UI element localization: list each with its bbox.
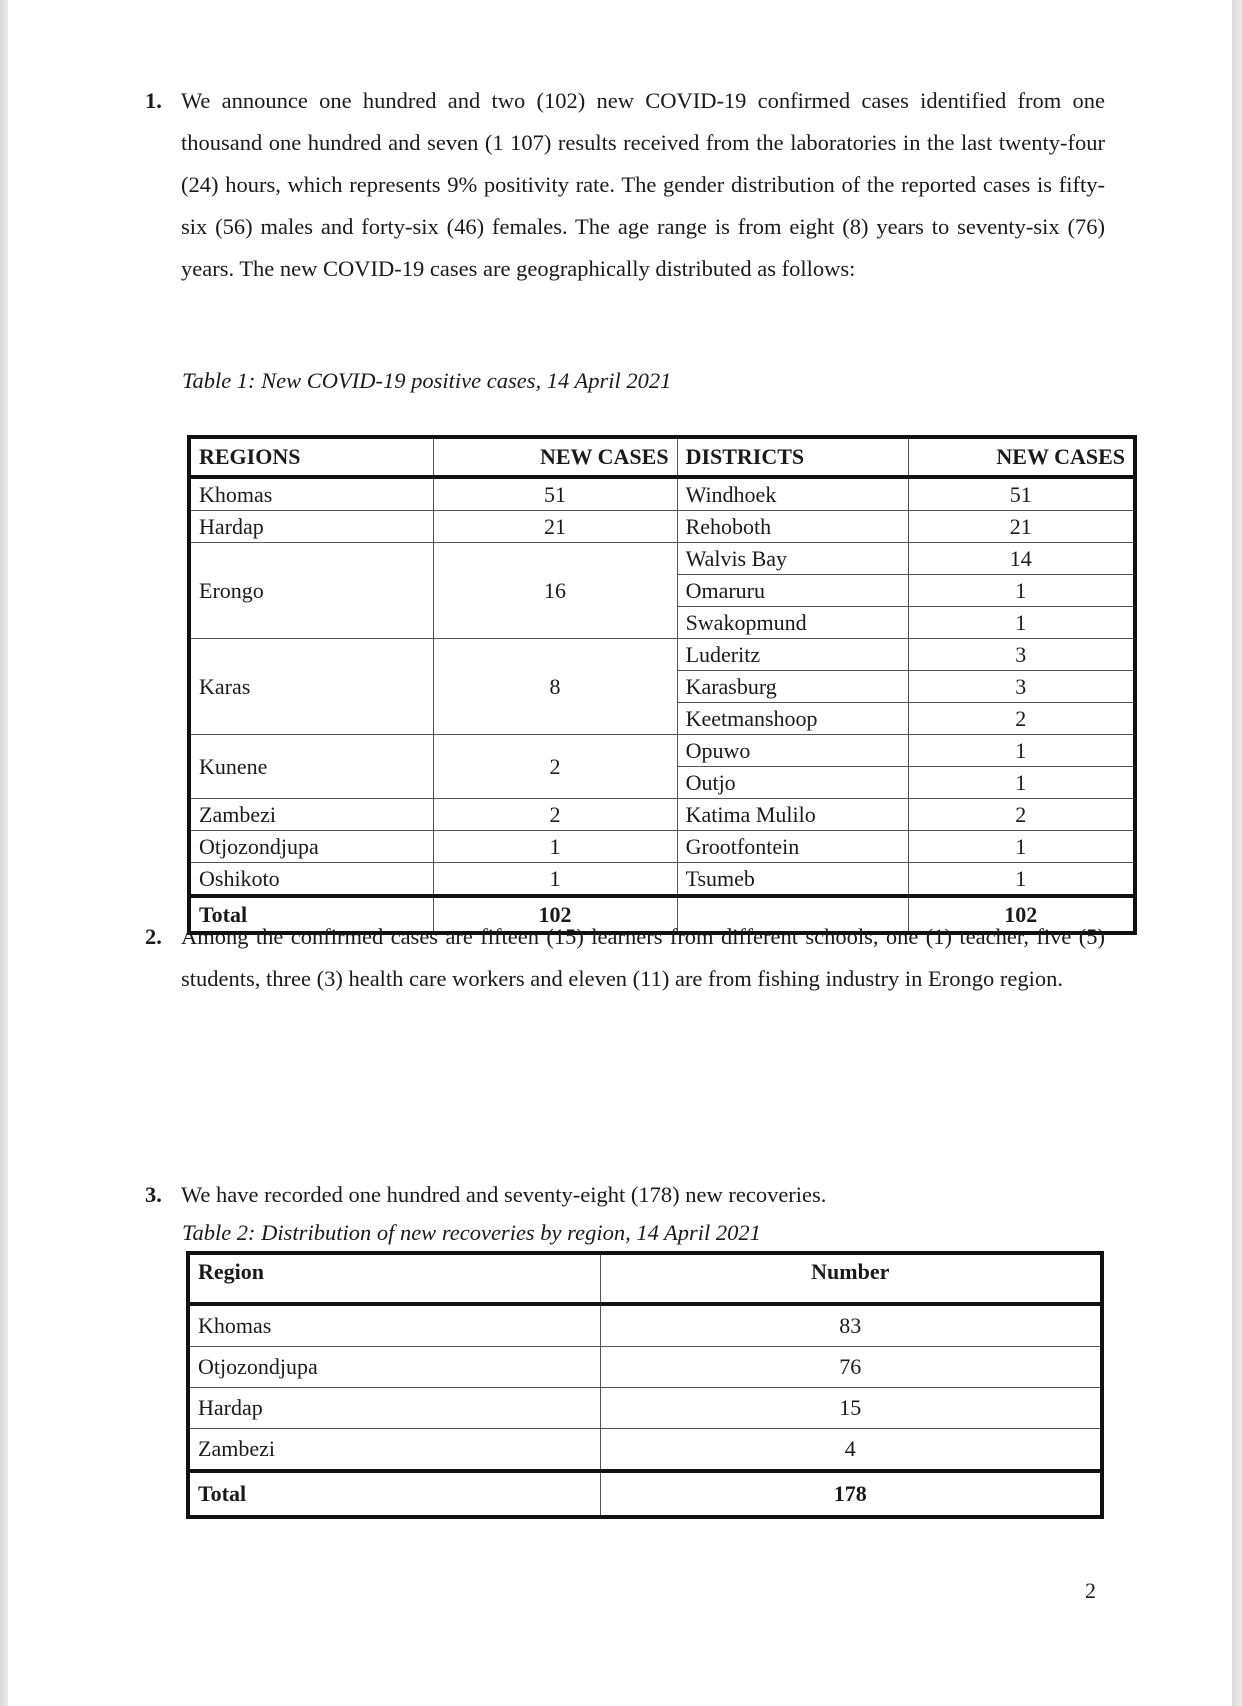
district-name: Omaruru [677, 575, 908, 607]
table-row [189, 511, 1135, 543]
page-edge-right [1232, 0, 1242, 1706]
recovery-number: 76 [600, 1347, 1102, 1388]
table-row [188, 1304, 1102, 1347]
recovery-region: Hardap [188, 1388, 600, 1429]
district-name: Windhoek [677, 477, 908, 511]
table-header-row [188, 1253, 1102, 1304]
table2-caption: Table 2: Distribution of new recoveries by region, 14 April 2021 [182, 1220, 761, 1245]
table-row [189, 735, 1135, 767]
total-label: Total [189, 896, 433, 933]
total-number: 178 [600, 1471, 1102, 1517]
recoveries-table [186, 1251, 1104, 1519]
district-name: Opuwo [677, 735, 908, 767]
paragraph-text: We have recorded one hundred and seventy-eight (178) new recoveries. [181, 1182, 827, 1207]
page-number: 2 [1085, 1578, 1096, 1603]
district-name: Luderitz [677, 639, 908, 671]
table-row [188, 1388, 1102, 1429]
region-name: Zambezi [189, 799, 433, 831]
table-row [188, 1347, 1102, 1388]
region-new-cases: 1 [433, 863, 677, 897]
district-new-cases: 3 [908, 671, 1135, 703]
region-name: Khomas [189, 477, 433, 511]
district-new-cases: 14 [908, 543, 1135, 575]
recovery-number: 15 [600, 1388, 1102, 1429]
header-number: Number [600, 1253, 1102, 1304]
paragraph-text: Among the confirmed cases are fifteen (15) learners from different schools, one (1) teacher, five (5) students, three (3) health care workers and eleven (11) are from fishing industry in Erongo region. [181, 924, 1105, 991]
region-new-cases: 8 [433, 639, 677, 735]
district-new-cases: 1 [908, 863, 1135, 897]
new-cases-table [187, 435, 1137, 935]
district-new-cases: 1 [908, 607, 1135, 639]
region-name: Karas [189, 639, 433, 735]
region-name: Oshikoto [189, 863, 433, 897]
recovery-region: Otjozondjupa [188, 1347, 600, 1388]
district-name: Grootfontein [677, 831, 908, 863]
district-new-cases: 51 [908, 477, 1135, 511]
paragraph-text: We announce one hundred and two (102) new COVID-19 confirmed cases identified from one thousand one hundred and seven (1 107) results received from the laboratories in the last twenty-four (24) hours, which represents 9% positivity rate. The gender distribution of the reported cases is fifty-six (56) males and forty-six (46) females. The age range is from eight (8) years to seventy-six (76) years. The new COVID-19 cases are geographically distributed as follows: [181, 88, 1105, 281]
district-new-cases: 2 [908, 799, 1135, 831]
table1-caption: Table 1: New COVID-19 positive cases, 14 April 2021 [182, 368, 672, 393]
recovery-region: Khomas [188, 1304, 600, 1347]
paragraph-2 [145, 916, 1105, 1000]
district-name: Karasburg [677, 671, 908, 703]
district-new-cases: 1 [908, 575, 1135, 607]
district-name: Swakopmund [677, 607, 908, 639]
district-new-cases: 1 [908, 831, 1135, 863]
table-total-row [188, 1471, 1102, 1517]
recovery-region: Zambezi [188, 1429, 600, 1472]
district-new-cases: 21 [908, 511, 1135, 543]
header-district-new-cases: NEW CASES [908, 437, 1135, 477]
district-new-cases: 1 [908, 767, 1135, 799]
page-edge-left [0, 0, 8, 1706]
paragraph-number: 2. [145, 924, 162, 949]
total-label: Total [188, 1471, 600, 1517]
table-row [189, 543, 1135, 575]
region-new-cases: 2 [433, 735, 677, 799]
paragraph-number: 1. [145, 88, 162, 113]
district-name: Tsumeb [677, 863, 908, 897]
district-new-cases: 1 [908, 735, 1135, 767]
header-districts: DISTRICTS [677, 437, 908, 477]
recovery-number: 4 [600, 1429, 1102, 1472]
region-new-cases: 21 [433, 511, 677, 543]
region-new-cases: 1 [433, 831, 677, 863]
table-row [189, 863, 1135, 897]
paragraph-1 [145, 80, 1105, 290]
header-regions: REGIONS [189, 437, 433, 477]
table-row [188, 1429, 1102, 1472]
region-new-cases: 51 [433, 477, 677, 511]
header-region: Region [188, 1253, 600, 1304]
region-name: Otjozondjupa [189, 831, 433, 863]
table-row [189, 831, 1135, 863]
table-row [189, 477, 1135, 511]
district-name: Rehoboth [677, 511, 908, 543]
table-row [189, 799, 1135, 831]
paragraph-3 [145, 1174, 1105, 1216]
district-name: Outjo [677, 767, 908, 799]
district-new-cases: 3 [908, 639, 1135, 671]
district-name: Keetmanshoop [677, 703, 908, 735]
district-new-cases: 2 [908, 703, 1135, 735]
region-new-cases: 16 [433, 543, 677, 639]
region-name: Kunene [189, 735, 433, 799]
region-new-cases: 2 [433, 799, 677, 831]
total-region-cases: 102 [433, 896, 677, 933]
recovery-number: 83 [600, 1304, 1102, 1347]
paragraph-number: 3. [145, 1182, 162, 1207]
district-name: Walvis Bay [677, 543, 908, 575]
region-name: Erongo [189, 543, 433, 639]
header-region-new-cases: NEW CASES [433, 437, 677, 477]
district-name: Katima Mulilo [677, 799, 908, 831]
table-header-row [189, 437, 1135, 477]
region-name: Hardap [189, 511, 433, 543]
table-row [189, 639, 1135, 671]
total-district-cases: 102 [908, 896, 1135, 933]
